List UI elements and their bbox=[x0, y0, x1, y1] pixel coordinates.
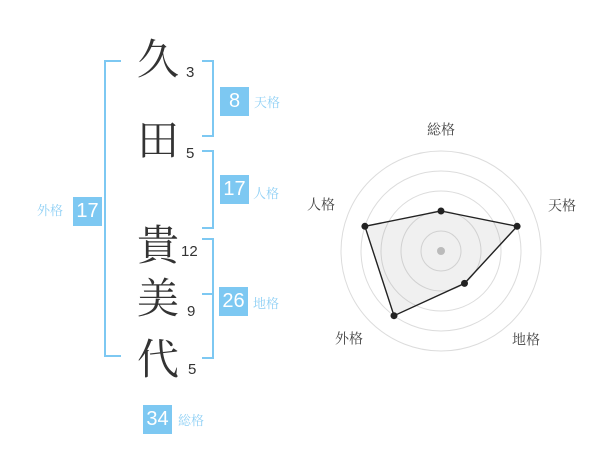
tenkaku-bracket bbox=[202, 60, 214, 137]
chikaku-badge: 26 bbox=[219, 287, 248, 316]
fortune-radar-chart bbox=[291, 116, 591, 386]
radar-data-point bbox=[461, 280, 468, 287]
name-character-2: 田 bbox=[136, 117, 179, 164]
soukaku-label: 総格 bbox=[178, 413, 205, 428]
gaikaku-badge: 17 bbox=[73, 197, 102, 226]
name-character-1: 久 bbox=[136, 36, 179, 83]
radar-data-polygon bbox=[365, 211, 517, 316]
name-character-5: 代 bbox=[136, 336, 179, 383]
radar-axis-label: 人格 bbox=[307, 196, 335, 213]
radar-axis-label: 地格 bbox=[512, 331, 540, 348]
radar-data-point bbox=[438, 208, 445, 215]
radar-data-point bbox=[361, 223, 368, 230]
stroke-count-1: 3 bbox=[186, 64, 195, 81]
tenkaku-label: 天格 bbox=[254, 95, 281, 110]
radar-axis-label: 外格 bbox=[335, 330, 363, 347]
radar-axis-label: 総格 bbox=[427, 121, 455, 138]
jinkaku-bracket bbox=[202, 150, 214, 229]
radar-data-point bbox=[514, 223, 521, 230]
jinkaku-badge: 17 bbox=[220, 175, 249, 204]
name-character-4: 美 bbox=[136, 275, 179, 322]
jinkaku-label: 人格 bbox=[253, 186, 280, 201]
radar-data-point bbox=[391, 312, 398, 319]
chikaku-bracket-tick bbox=[202, 293, 214, 295]
chikaku-label: 地格 bbox=[253, 296, 280, 311]
stroke-count-5: 5 bbox=[188, 361, 197, 378]
stroke-count-3: 12 bbox=[181, 243, 198, 260]
name-character-3: 貴 bbox=[136, 222, 179, 269]
stroke-count-4: 9 bbox=[187, 303, 196, 320]
chikaku-bracket bbox=[202, 238, 214, 359]
gaikaku-bracket bbox=[104, 60, 121, 357]
gaikaku-label: 外格 bbox=[37, 203, 64, 218]
soukaku-badge: 34 bbox=[143, 405, 172, 434]
radar-axis-label: 天格 bbox=[548, 197, 576, 214]
stroke-count-2: 5 bbox=[186, 145, 195, 162]
tenkaku-badge: 8 bbox=[220, 87, 249, 116]
